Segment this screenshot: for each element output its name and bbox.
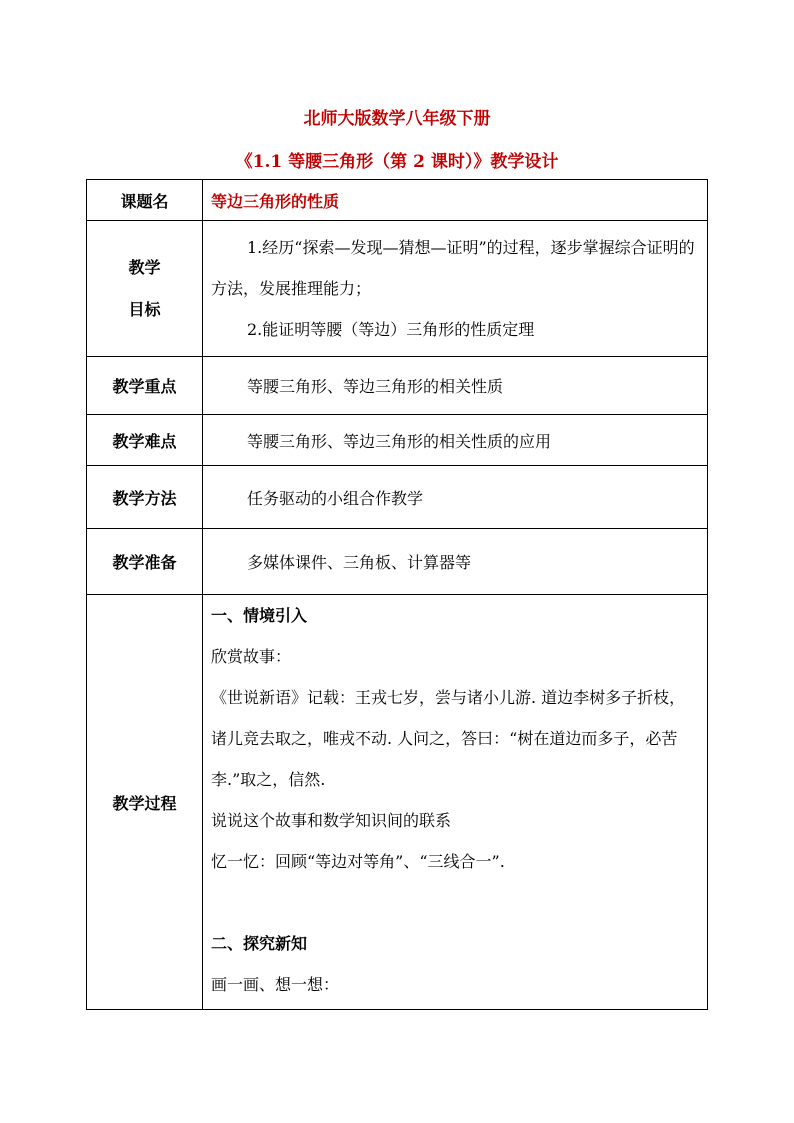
document-title: 北师大版数学八年级下册 (303, 109, 491, 129)
table-row (87, 466, 708, 529)
table-row (87, 357, 708, 415)
key-label: 教学重点 (87, 357, 203, 415)
process-paragraph: 欣赏故事： (211, 647, 292, 666)
process-paragraph: 忆一忆：回顾“等边对等角”、“三线合一”. (211, 852, 505, 871)
process-paragraph: 画一画、想一想： (211, 975, 340, 994)
table-row (87, 221, 708, 357)
process-paragraph: 《世说新语》记载：王戎七岁，尝与诸小儿游. 道边李树多子折枝，诸儿竞去取之，唯戎不动. 人问之，答曰：“树在道边而多子，必苦李.”取之，信然. (211, 688, 686, 789)
table-row (87, 180, 708, 221)
method-label: 教学方法 (87, 466, 203, 529)
blank-line (211, 882, 701, 923)
process-value (203, 595, 708, 1010)
goal-label (87, 221, 203, 357)
goal-label-line: 教学 (128, 257, 161, 277)
table-row (87, 529, 708, 595)
lesson-title: 《1.1 等腰三角形（第 2 课时）》教学设计 (235, 152, 559, 172)
section-heading: 二、探究新知 (211, 934, 308, 953)
goal-value (203, 221, 708, 357)
process-paragraph: 说说这个故事和数学知识间的联系 (211, 811, 452, 830)
topic-label: 课题名 (87, 180, 203, 221)
difficulty-label: 教学难点 (87, 415, 203, 466)
method-value: 任务驱动的小组合作教学 (203, 466, 708, 529)
prep-label: 教学准备 (87, 529, 203, 595)
prep-value: 多媒体课件、三角板、计算器等 (203, 529, 708, 595)
goal-item: 2.能证明等腰（等边）三角形的性质定理 (247, 320, 535, 339)
key-value: 等腰三角形、等边三角形的相关性质 (203, 357, 708, 415)
goal-item: 1.经历“探索—发现—猜想—证明”的过程，逐步掌握综合证明的方法，发展推理能力； (211, 238, 695, 298)
table-row (87, 415, 708, 466)
section-heading: 一、情境引入 (211, 606, 308, 625)
difficulty-value: 等腰三角形、等边三角形的相关性质的应用 (203, 415, 708, 466)
table-row (87, 595, 708, 1010)
lesson-plan-table (86, 179, 708, 1010)
goal-label-line: 目标 (128, 299, 161, 319)
topic-value: 等边三角形的性质 (203, 180, 708, 221)
process-label: 教学过程 (87, 595, 203, 1010)
